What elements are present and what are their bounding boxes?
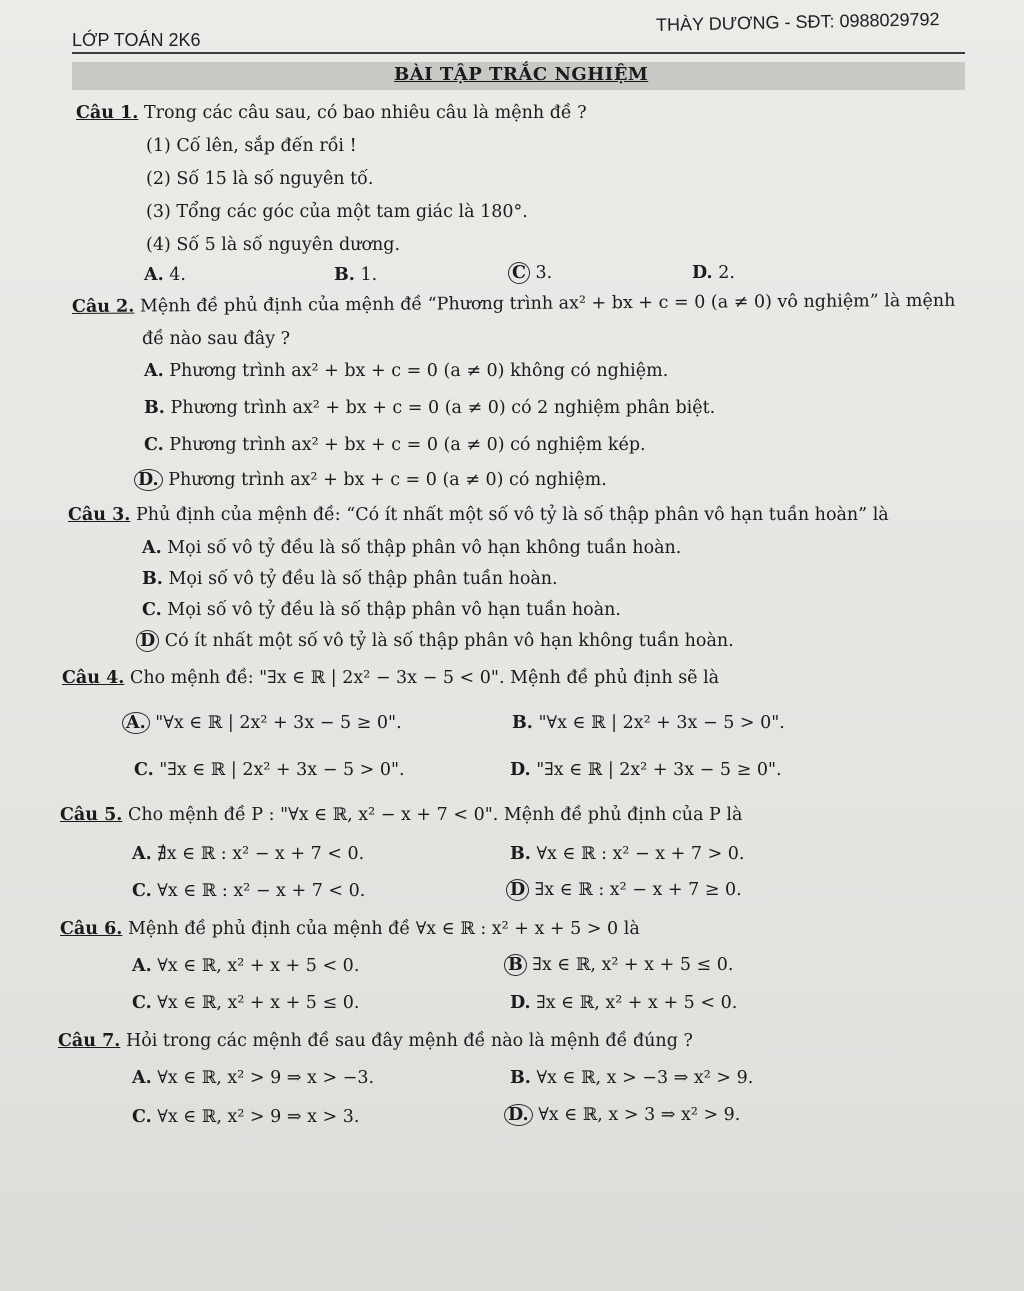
option-text: Phương trình ax² + bx + c = 0 (a ≠ 0) có nghiệm kép. <box>169 435 646 455</box>
option-text: Phương trình ax² + bx + c = 0 (a ≠ 0) có 2 nghiệm phân biệt. <box>170 398 716 418</box>
question-text: Cho mệnh đề P : "∀x ∈ ℝ, x² − x + 7 < 0". Mệnh đề phủ định của P là <box>127 805 743 825</box>
option-c[interactable] <box>142 599 621 621</box>
answer-circle: D <box>136 630 159 652</box>
option-c[interactable] <box>134 759 405 781</box>
option-key: C. <box>132 993 152 1013</box>
teacher-contact: THÀY DƯƠNG - SĐT: 0988029792 <box>655 9 940 35</box>
option-key: B. <box>334 265 355 285</box>
option-text: ∀x ∈ ℝ : x² − x + 7 > 0. <box>536 844 745 864</box>
option-text: ∄x ∈ ℝ : x² − x + 7 < 0. <box>157 844 365 864</box>
option-b[interactable] <box>144 397 715 419</box>
answer-circle: D. <box>134 469 163 491</box>
option-a[interactable] <box>132 843 364 865</box>
question-text: Cho mệnh đề: "∃x ∈ ℝ | 2x² − 3x − 5 < 0". Mệnh đề phủ định sẽ là <box>129 668 720 688</box>
option-d[interactable] <box>510 992 737 1014</box>
option-text: ∃x ∈ ℝ, x² + x + 5 < 0. <box>536 993 738 1013</box>
option-key: C. <box>142 600 162 620</box>
list-item: (4) Số 5 là số nguyên dương. <box>146 235 401 255</box>
option-key: A. <box>144 265 164 285</box>
option-text: "∀x ∈ ℝ | 2x² + 3x − 5 ≥ 0". <box>155 713 402 733</box>
question-label: Câu 3. <box>68 505 131 525</box>
option-a[interactable] <box>144 360 668 382</box>
option-c[interactable] <box>132 992 359 1014</box>
option-b[interactable] <box>504 954 733 976</box>
option-d[interactable] <box>506 879 742 901</box>
question-label: Câu 6. <box>60 919 123 939</box>
option-text: Mọi số vô tỷ đều là số thập phân vô hạn tuần hoàn. <box>167 600 621 620</box>
option-key: B. <box>142 569 163 589</box>
option-text: Mọi số vô tỷ đều là số thập phân vô hạn không tuần hoàn. <box>167 538 682 558</box>
option-a[interactable] <box>144 264 186 286</box>
class-name: LỚP TOÁN 2K6 <box>72 30 201 50</box>
option-text: Có ít nhất một số vô tỷ là số thập phân vô hạn không tuần hoàn. <box>164 631 734 651</box>
page-title: BÀI TẬP TRẮC NGHIỆM <box>394 64 649 85</box>
option-b[interactable] <box>334 264 377 286</box>
option-text: "∃x ∈ ℝ | 2x² + 3x − 5 ≥ 0". <box>536 760 782 780</box>
question-text: Phủ định của mệnh đề: “Có ít nhất một số vô tỷ là số thập phân vô hạn tuần hoàn” là <box>135 505 889 525</box>
option-key: B. <box>510 1068 531 1088</box>
list-item: (1) Cố lên, sắp đến rồi ! <box>146 136 357 156</box>
option-b[interactable] <box>510 1067 753 1089</box>
header-rule <box>72 52 965 54</box>
option-text: "∃x ∈ ℝ | 2x² + 3x − 5 > 0". <box>159 760 405 780</box>
question-4 <box>62 667 719 689</box>
question-text: Mệnh đề phủ định của mệnh đề “Phương trình ax² + bx + c = 0 (a ≠ 0) vô nghiệm” là mệnh <box>139 290 956 317</box>
option-c[interactable] <box>132 880 365 902</box>
list-item: (3) Tổng các góc của một tam giác là 180°. <box>146 202 528 222</box>
option-text: ∀x ∈ ℝ, x > −3 ⇒ x² > 9. <box>536 1068 754 1088</box>
option-text: 2. <box>718 263 735 283</box>
option-a[interactable] <box>122 712 402 734</box>
option-a[interactable] <box>142 537 681 559</box>
option-key: C. <box>134 760 154 780</box>
option-key: C. <box>132 881 152 901</box>
option-b[interactable] <box>512 712 785 734</box>
option-text: ∀x ∈ ℝ, x² + x + 5 ≤ 0. <box>157 993 360 1013</box>
question-5 <box>60 804 742 826</box>
option-d[interactable] <box>510 759 782 781</box>
option-a[interactable] <box>132 1067 374 1089</box>
list-item: (2) Số 15 là số nguyên tố. <box>146 169 374 189</box>
question-label: Câu 4. <box>62 668 125 688</box>
option-c[interactable] <box>132 1106 359 1128</box>
option-text: Phương trình ax² + bx + c = 0 (a ≠ 0) không có nghiệm. <box>169 361 669 381</box>
option-text: ∀x ∈ ℝ, x > 3 ⇒ x² > 9. <box>538 1105 741 1125</box>
option-text: ∃x ∈ ℝ, x² + x + 5 ≤ 0. <box>532 955 734 975</box>
option-key: A. <box>132 844 152 864</box>
answer-circle: A. <box>122 712 150 734</box>
option-b[interactable] <box>142 568 558 590</box>
option-text: Phương trình ax² + bx + c = 0 (a ≠ 0) có nghiệm. <box>168 470 607 490</box>
option-text: 1. <box>360 265 378 285</box>
option-text: ∃x ∈ ℝ : x² − x + 7 ≥ 0. <box>534 880 742 900</box>
question-6 <box>60 918 640 940</box>
question-text: Trong các câu sau, có bao nhiêu câu là mệnh đề ? <box>143 103 587 123</box>
answer-circle: D. <box>504 1104 533 1126</box>
option-text: Mọi số vô tỷ đều là số thập phân tuần hoàn. <box>168 569 558 589</box>
answer-circle: D <box>506 879 529 901</box>
question-label: Câu 5. <box>60 805 123 825</box>
question-text-cont: đề nào sau đây ? <box>142 329 291 349</box>
question-label: Câu 7. <box>58 1031 121 1051</box>
question-text: Mệnh đề phủ định của mệnh đề ∀x ∈ ℝ : x² + x + 5 > 0 là <box>127 919 640 939</box>
answer-circle: C <box>508 262 530 284</box>
option-text: 4. <box>169 265 186 285</box>
option-key: D. <box>510 993 531 1013</box>
option-text: ∀x ∈ ℝ, x² > 9 ⇒ x > 3. <box>157 1107 360 1127</box>
option-d[interactable] <box>692 262 735 284</box>
option-key: D. <box>692 263 713 283</box>
option-key: A. <box>132 1068 152 1088</box>
option-key: B. <box>512 713 533 733</box>
option-text: "∀x ∈ ℝ | 2x² + 3x − 5 > 0". <box>538 713 785 733</box>
option-key: C. <box>132 1107 152 1127</box>
option-d[interactable] <box>136 630 734 652</box>
option-text: ∀x ∈ ℝ : x² − x + 7 < 0. <box>157 881 366 901</box>
question-label: Câu 1. <box>76 103 139 123</box>
option-key: A. <box>132 956 152 976</box>
option-c[interactable] <box>144 434 646 456</box>
question-7 <box>58 1030 693 1052</box>
question-1 <box>76 102 587 124</box>
option-text: ∀x ∈ ℝ, x² + x + 5 < 0. <box>157 956 360 976</box>
option-b[interactable] <box>510 843 745 865</box>
question-text: Hỏi trong các mệnh đề sau đây mệnh đề nào là mệnh đề đúng ? <box>125 1031 693 1051</box>
option-a[interactable] <box>132 955 359 977</box>
question-3 <box>68 504 889 526</box>
option-key: B. <box>510 844 531 864</box>
answer-circle: B <box>504 954 527 976</box>
question-2 <box>72 290 955 318</box>
option-key: C. <box>144 435 164 455</box>
option-key: D. <box>510 760 531 780</box>
option-d[interactable] <box>504 1104 740 1126</box>
option-c[interactable] <box>508 262 552 284</box>
question-label: Câu 2. <box>71 296 135 317</box>
option-key: A. <box>142 538 162 558</box>
option-text: 3. <box>535 263 553 283</box>
option-key: B. <box>144 398 165 418</box>
option-d[interactable] <box>134 469 607 491</box>
option-text: ∀x ∈ ℝ, x² > 9 ⇒ x > −3. <box>157 1068 375 1088</box>
option-key: A. <box>144 361 164 381</box>
